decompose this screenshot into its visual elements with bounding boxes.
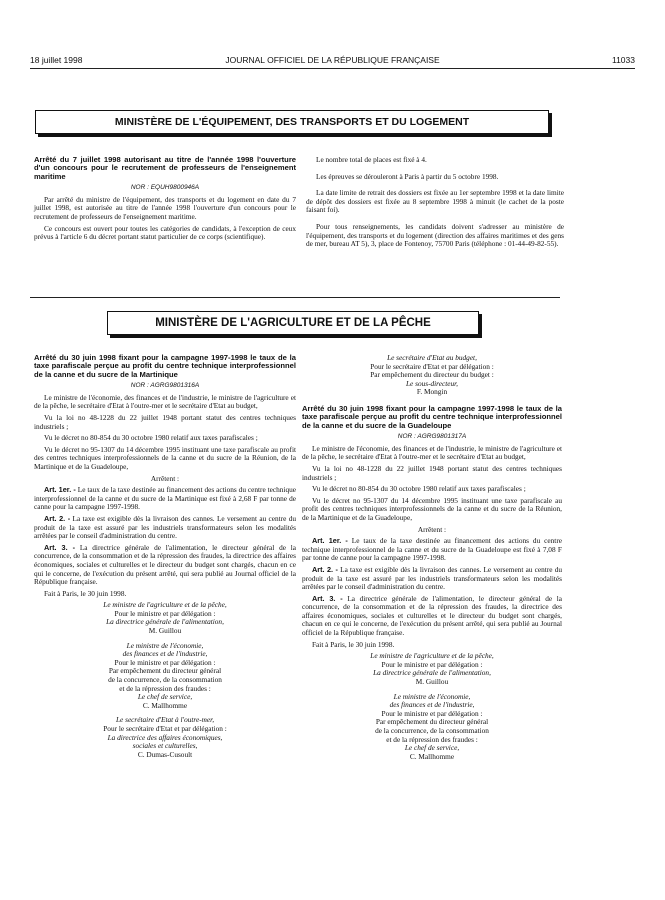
- article-3: [302, 595, 562, 638]
- visa: Le ministre de l'économie, des finances et de l'industrie, le ministre de l'agriculture et de la pêche, le secrétaire d'Etat à l'outre-mer et le secrétaire d'Etat au budget,: [34, 392, 296, 411]
- signature-line: M. Guillou: [415, 677, 449, 687]
- signature-line: Par empêchement du directeur du budget :: [370, 370, 494, 380]
- signature-line: C. Dumas-Cusoult: [137, 749, 193, 759]
- signature-line: Le secrétaire d'Etat à l'outre-mer,: [115, 715, 215, 725]
- paragraph: Le nombre total de places est fixé à 4.: [316, 155, 427, 164]
- arrete-title: Arrêté du 30 juin 1998 fixant pour la campagne 1997-1998 le taux de la taxe parafiscale perçue au profit du centre technique interprofessionnel de la canne et du sucre de la Guadeloupe: [302, 403, 562, 430]
- signature-line: Pour le secrétaire d'Etat et par délégation :: [370, 361, 494, 371]
- visa: Le ministre de l'économie, des finances et de l'industrie, le ministre de l'agriculture et de la pêche, le secrétaire d'Etat à l'outre-mer et le secrétaire d'Etat au budget,: [302, 443, 562, 462]
- section-divider: [30, 297, 560, 298]
- signature-line: de la concurrence, de la consommation: [108, 675, 222, 685]
- fait-a-paris: Fait à Paris, le 30 juin 1998.: [312, 639, 395, 649]
- signature-line: de la concurrence, de la consommation: [375, 726, 489, 735]
- header-date: 18 juillet 1998: [30, 55, 83, 65]
- signature-line: La directrice des affaires économiques,: [107, 732, 223, 742]
- nor-text: NOR : EQUH9800946A: [130, 184, 200, 192]
- signature-line: M. Guillou: [148, 626, 182, 636]
- paragraph: La date limite de retrait des dossiers est fixée au 1er septembre 1998 et la date limite de dépôt des dossiers est fixée au 8 septembre 1998 à minuit (le cachet de la poste faisant foi).: [306, 188, 564, 215]
- article-label: Art. 2. -: [312, 564, 338, 574]
- visa: Vu la loi no 48-1228 du 22 juillet 1948 portant statut des centres techniques industriels ;: [34, 413, 296, 431]
- section1-left-column: [34, 156, 296, 245]
- signature-line: Pour le ministre et par délégation :: [381, 708, 483, 718]
- arretent: Arrêtent :: [417, 524, 447, 534]
- signature-line: Par empêchement du directeur général: [375, 717, 489, 727]
- signature-line: des finances et de l'industrie,: [122, 649, 208, 659]
- header-rule: [30, 68, 635, 69]
- article-label: Art. 3. -: [312, 593, 343, 603]
- signature-line: et de la répression des fraudes :: [119, 683, 211, 693]
- article-text: La directrice générale de l'alimentation, le directeur général de la concurrence, de la consommation et de la répression des fraudes, la directrice des affaires économiques, sociales et culturelles et le directeur du budget sont chargés, chacun en ce qui le concerne, de l'exécution du présent arrêté, qui sera publié au Journal officiel de la République française.: [34, 542, 297, 587]
- nor-reference: [34, 382, 296, 391]
- signature-line: Le chef de service,: [137, 692, 193, 702]
- article-text: Le taux de la taxe destinée au financement des actions du centre technique interprofessionnel de la canne et du sucre de la Guadeloupe est fixé à 7,08 F par tonne de canne pour la campagne 1997-1998.: [302, 536, 562, 563]
- signature-line: et de la répression des fraudes :: [386, 734, 478, 744]
- section2-left-column: [34, 354, 296, 759]
- signature-line: Pour le ministre et par délégation :: [381, 659, 483, 669]
- signature-line: Le ministre de l'économie,: [126, 640, 204, 650]
- signature-line: Le secrétaire d'Etat au budget,: [387, 353, 477, 362]
- visa: Vu le décret no 95-1307 du 14 décembre 1995 instituant une taxe parafiscale au profit des centres techniques interprofessionnels de la canne et du sucre de la Réunion, de la Martinique et de la Guadeloupe,: [302, 495, 562, 522]
- visa: Vu le décret no 95-1307 du 14 décembre 1995 instituant une taxe parafiscale au profit des centres techniques interprofessionnels de la canne et du sucre de la Réunion, de la Martinique et de la Guadeloupe,: [34, 444, 296, 471]
- header-journal-title: JOURNAL OFFICIEL DE LA RÉPUBLIQUE FRANÇAISE: [225, 55, 440, 65]
- nor-text: NOR : AGRG9801316A: [130, 382, 200, 390]
- article-text: La taxe est exigible dès la livraison des cannes. Le versement au centre du produit de la taxe est assuré par les industriels transformateurs selon les modalités arrêtées par le conseil d'administration du centre.: [302, 564, 562, 592]
- nor-reference: [302, 433, 562, 442]
- article-label: Art. 3. -: [44, 542, 76, 552]
- header-page-number: 11033: [611, 55, 635, 65]
- signature-line: Le ministre de l'économie,: [393, 691, 471, 701]
- paragraph: Ce concours est ouvert pour toutes les catégories de candidats, à l'exception de ceux prévus à l'article 6 du décret portant statut particulier de ce corps (scientifique).: [34, 223, 296, 242]
- section1-right-column: [306, 156, 564, 252]
- ministry-banner-agriculture: MINISTÈRE DE L'AGRICULTURE ET DE LA PÊCHE: [107, 311, 479, 335]
- article-3: [34, 544, 296, 587]
- article-1: [302, 537, 562, 563]
- signature-block: [302, 652, 562, 761]
- signature-line: Le chef de service,: [404, 743, 460, 753]
- signature-line: F. Mongin: [416, 387, 448, 397]
- signature-line: C. Mallhomme: [409, 751, 455, 761]
- signature-line: Le ministre de l'agriculture et de la pêche,: [370, 651, 494, 661]
- signature-line: Pour le ministre et par délégation :: [114, 657, 216, 667]
- signature-line: Pour le ministre et par délégation :: [114, 608, 216, 618]
- signature-line: Pour le secrétaire d'Etat et par délégation :: [103, 724, 227, 733]
- arrete-title: Arrêté du 30 juin 1998 fixant pour la campagne 1997-1998 le taux de la taxe parafiscale perçue au profit du centre technique interprofessionnel de la canne et du sucre de la Martinique: [34, 353, 296, 379]
- signature-line: sociales et culturelles,: [132, 741, 198, 751]
- article-label: Art. 1er. -: [312, 536, 348, 546]
- nor-text: NOR : AGRG9801317A: [397, 433, 467, 441]
- page-header: [30, 55, 635, 69]
- signature-line: Le ministre de l'agriculture et de la pêche,: [103, 600, 227, 610]
- arretent: Arrêtent :: [150, 473, 180, 483]
- article-text: La taxe est exigible dès la livraison des cannes. Le versement au centre du produit de la taxe est assuré par les industriels transformateurs selon les modalités arrêtées par le conseil d'administration du centre.: [34, 513, 296, 541]
- article-label: Art. 2. -: [44, 513, 71, 523]
- section2-right-column: [302, 354, 562, 761]
- paragraph: Les épreuves se dérouleront à Paris à partir du 5 octobre 1998.: [316, 171, 499, 181]
- signature-line: Par empêchement du directeur général: [108, 666, 222, 676]
- signature-line: La directrice générale de l'alimentation,: [106, 617, 224, 627]
- paragraph: Pour tous renseignements, les candidats doivent s'adresser au ministère de l'équipement, des transports et du logement (direction des affaires maritimes et des gens de mer, bureau AT 5), 3, place de Fontenoy, 75700 Paris (téléphone : 01-44-49-82-55).: [306, 221, 564, 249]
- article-2: [34, 515, 296, 541]
- signature-block: [302, 354, 562, 397]
- nor-reference: [34, 184, 296, 193]
- article-label: Art. 1er. -: [44, 485, 76, 495]
- signature-line: des finances et de l'industrie,: [389, 700, 475, 710]
- article-text: La directrice générale de l'alimentation, le directeur général de la concurrence, de la consommation et de la répression des fraudes, la directrice des affaires économiques, sociales et culturelles et le directeur du budget sont chargés, chacun en ce qui le concerne, de l'exécution du présent arrêté, qui sera publié au Journal officiel de la République française.: [302, 593, 563, 638]
- fait-a-paris: Fait à Paris, le 30 juin 1998.: [44, 588, 127, 598]
- signature-line: Le sous-directeur,: [405, 378, 459, 388]
- article-text: Le taux de la taxe destinée au financement des actions du centre technique interprofessionnel de la canne et du sucre de la Martinique est fixé à 2,68 F par tonne de canne pour la campagne 1997-1998.: [34, 485, 296, 512]
- visa: Vu le décret no 80-854 du 30 octobre 1980 relatif aux taxes parafiscales ;: [312, 484, 526, 494]
- visa: Vu le décret no 80-854 du 30 octobre 1980 relatif aux taxes parafiscales ;: [44, 433, 258, 443]
- visa: Vu la loi no 48-1228 du 22 juillet 1948 portant statut des centres techniques industriels ;: [302, 463, 562, 482]
- signature-line: La directrice générale de l'alimentation,: [373, 668, 491, 678]
- article-1: [34, 486, 296, 512]
- ministry-banner-equipement: MINISTÈRE DE L'ÉQUIPEMENT, DES TRANSPORTS ET DU LOGEMENT: [35, 110, 549, 134]
- signature-block: [34, 601, 296, 759]
- signature-line: C. Mallhomme: [142, 700, 188, 710]
- arrete-title: Arrêté du 7 juillet 1998 autorisant au titre de l'année 1998 l'ouverture d'un concours pour le recrutement de professeurs de l'enseignement maritime: [34, 155, 296, 181]
- paragraph: Par arrêté du ministre de l'équipement, des transports et du logement en date du 7 juillet 1998, est autorisée au titre de l'année 1998 l'ouverture d'un concours pour le recrutement de professeurs de l'enseignement maritime.: [34, 194, 296, 221]
- article-2: [302, 566, 562, 592]
